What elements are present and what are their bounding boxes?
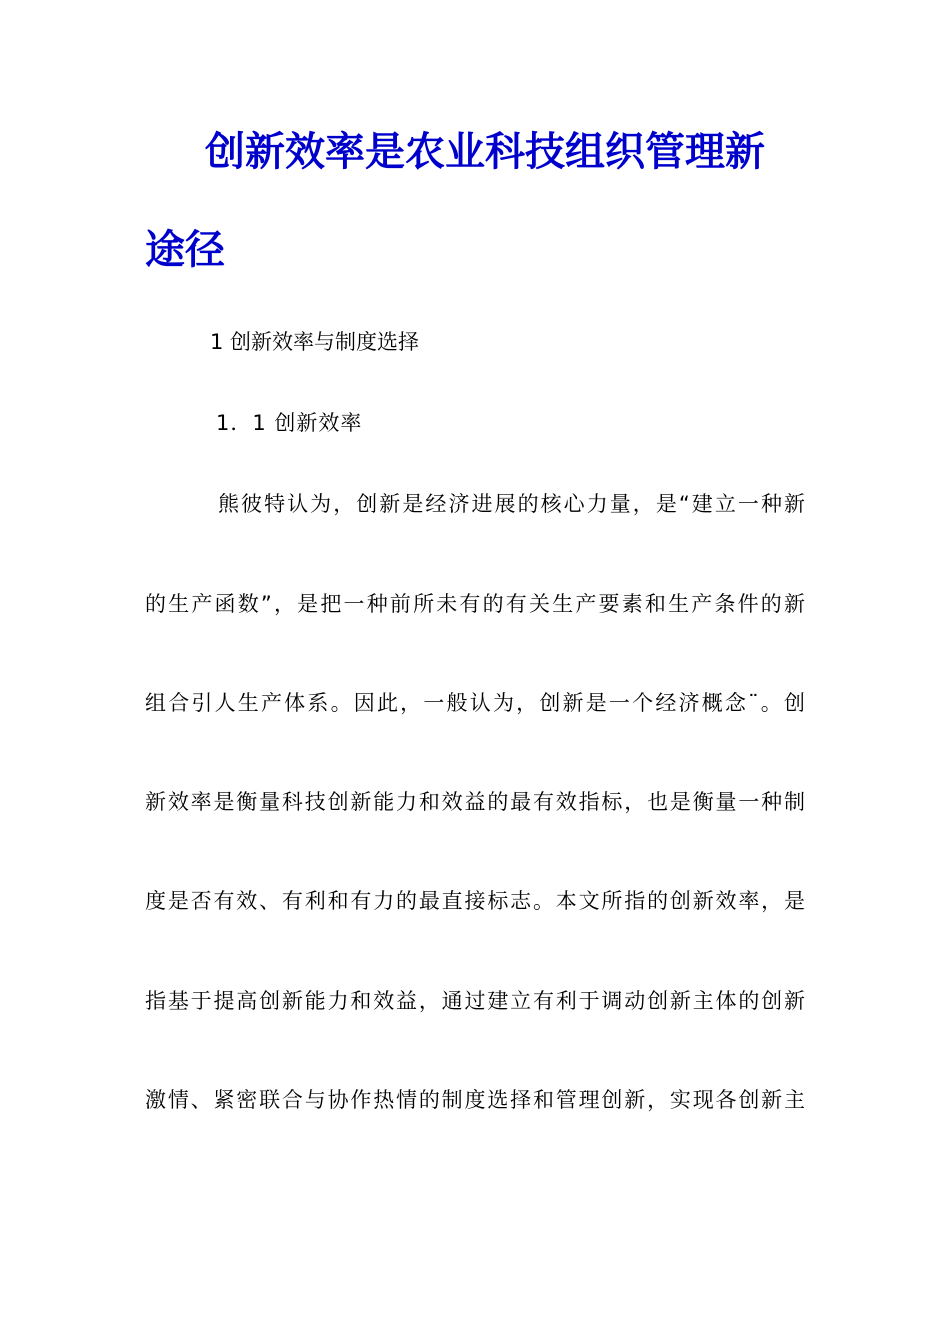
paragraph-line-5: 度是否有效、有利和有力的最直接标志。本文所指的创新效率，是 [145, 889, 805, 913]
document-title-line-2: 途径 [145, 227, 225, 273]
subsection-heading: 1．1 创新效率 [216, 411, 363, 435]
paragraph-line-6: 指基于提高创新能力和效益，通过建立有利于调动创新主体的创新 [145, 989, 805, 1013]
paragraph-line-3: 组合引人生产体系。因此，一般认为，创新是一个经济概念¨。创 [145, 691, 805, 715]
document-title-line-1: 创新效率是农业科技组织管理新 [205, 129, 765, 175]
paragraph-line-2: 的生产函数”，是把一种前所未有的有关生产要素和生产条件的新 [145, 592, 805, 616]
section-heading: 1 创新效率与制度选择 [210, 330, 420, 354]
paragraph-line-4: 新效率是衡量科技创新能力和效益的最有效指标，也是衡量一种制 [145, 790, 805, 814]
paragraph-line-1: 熊彼特认为，创新是经济进展的核心力量，是“建立一种新 [218, 492, 805, 516]
paragraph-line-7: 激情、紧密联合与协作热情的制度选择和管理创新，实现各创新主 [145, 1088, 805, 1112]
